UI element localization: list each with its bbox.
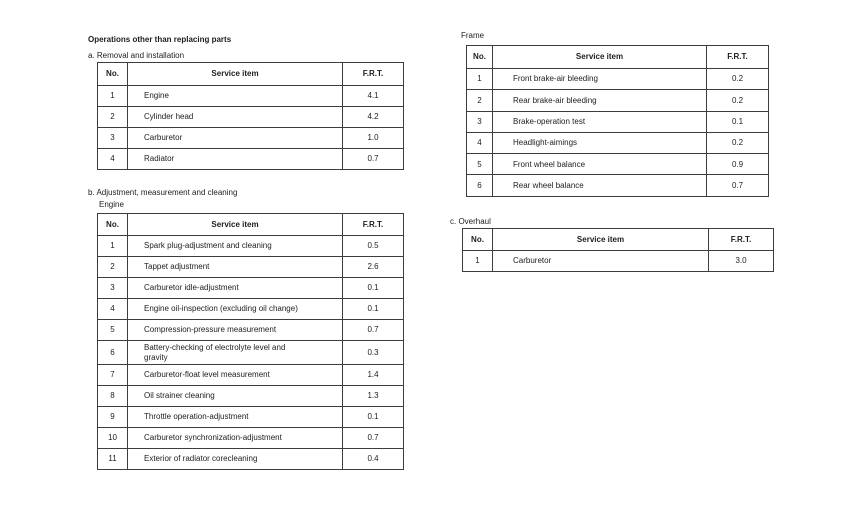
cell-item: Exterior of radiator corecleaning xyxy=(128,449,343,470)
table-row xyxy=(98,299,404,320)
cell-item: Rear wheel balance xyxy=(493,175,707,196)
table-row xyxy=(98,107,404,128)
cell-item: Front wheel balance xyxy=(493,154,707,175)
frame-label: Frame xyxy=(461,31,485,40)
cell-no: 1 xyxy=(463,251,493,272)
overhaul-table-body xyxy=(463,251,774,272)
cell-no: 11 xyxy=(98,449,128,470)
table-row xyxy=(467,175,769,196)
cell-frt: 1.3 xyxy=(343,386,404,407)
cell-no: 4 xyxy=(467,132,493,153)
col-header-frt: F.R.T. xyxy=(709,229,774,251)
cell-no: 7 xyxy=(98,365,128,386)
table-row xyxy=(467,111,769,132)
cell-item: Oil strainer cleaning xyxy=(128,386,343,407)
col-header-frt: F.R.T. xyxy=(343,214,404,236)
cell-item: Engine oil-inspection (excluding oil change) xyxy=(128,299,343,320)
cell-no: 3 xyxy=(98,128,128,149)
cell-frt: 0.1 xyxy=(343,407,404,428)
cell-frt: 0.7 xyxy=(707,175,769,196)
cell-frt: 0.7 xyxy=(343,149,404,170)
table-row xyxy=(467,132,769,153)
cell-no: 9 xyxy=(98,407,128,428)
table-row xyxy=(98,341,404,365)
cell-frt: 0.5 xyxy=(343,236,404,257)
cell-no: 1 xyxy=(98,236,128,257)
table-header-row xyxy=(98,63,404,86)
cell-frt: 0.9 xyxy=(707,154,769,175)
page-title: Operations other than replacing parts xyxy=(88,35,232,44)
col-header-item: Service item xyxy=(128,214,343,236)
cell-item: Carburetor xyxy=(493,251,709,272)
cell-item: Compression-pressure measurement xyxy=(128,320,343,341)
frame-table-body xyxy=(467,69,769,197)
table-row xyxy=(98,236,404,257)
overhaul-table xyxy=(462,228,774,272)
cell-item: Battery-checking of electrolyte level and gravity xyxy=(128,341,343,365)
section-a-label: a. Removal and installation xyxy=(88,51,185,60)
cell-frt: 0.1 xyxy=(343,299,404,320)
cell-frt: 1.0 xyxy=(343,128,404,149)
table-row xyxy=(98,278,404,299)
cell-item: Spark plug-adjustment and cleaning xyxy=(128,236,343,257)
table-header-row xyxy=(98,214,404,236)
section-b-sublabel: Engine xyxy=(99,200,124,209)
cell-item: Throttle operation-adjustment xyxy=(128,407,343,428)
cell-frt: 2.6 xyxy=(343,257,404,278)
cell-item: Radiator xyxy=(128,149,343,170)
cell-frt: 0.7 xyxy=(343,428,404,449)
section-c-label: c. Overhaul xyxy=(450,217,491,226)
table-row xyxy=(98,449,404,470)
cell-no: 2 xyxy=(467,90,493,111)
cell-frt: 3.0 xyxy=(709,251,774,272)
table-row xyxy=(98,320,404,341)
col-header-item: Service item xyxy=(493,229,709,251)
col-header-item: Service item xyxy=(493,46,707,69)
cell-no: 8 xyxy=(98,386,128,407)
cell-no: 5 xyxy=(98,320,128,341)
cell-frt: 1.4 xyxy=(343,365,404,386)
cell-no: 2 xyxy=(98,257,128,278)
col-header-no: No. xyxy=(463,229,493,251)
cell-frt: 0.2 xyxy=(707,132,769,153)
col-header-no: No. xyxy=(467,46,493,69)
table-header-row xyxy=(467,46,769,69)
table-row xyxy=(98,257,404,278)
cell-no: 4 xyxy=(98,149,128,170)
cell-item: Carburetor-float level measurement xyxy=(128,365,343,386)
frame-table xyxy=(466,45,769,197)
cell-no: 3 xyxy=(467,111,493,132)
cell-frt: 0.7 xyxy=(343,320,404,341)
cell-frt: 4.1 xyxy=(343,86,404,107)
cell-no: 10 xyxy=(98,428,128,449)
table-row xyxy=(98,128,404,149)
cell-item: Carburetor xyxy=(128,128,343,149)
cell-no: 2 xyxy=(98,107,128,128)
col-header-item: Service item xyxy=(128,63,343,86)
cell-item: Engine xyxy=(128,86,343,107)
table-row xyxy=(98,428,404,449)
cell-item: Cylinder head xyxy=(128,107,343,128)
table-row xyxy=(463,251,774,272)
cell-item: Rear brake-air bleeding xyxy=(493,90,707,111)
table-header-row xyxy=(463,229,774,251)
cell-no: 1 xyxy=(98,86,128,107)
cell-frt: 0.1 xyxy=(707,111,769,132)
removal-table-body xyxy=(98,86,404,170)
table-row xyxy=(98,407,404,428)
table-row xyxy=(467,154,769,175)
cell-frt: 0.2 xyxy=(707,69,769,90)
col-header-no: No. xyxy=(98,214,128,236)
col-header-no: No. xyxy=(98,63,128,86)
cell-frt: 0.4 xyxy=(343,449,404,470)
cell-item: Carburetor idle-adjustment xyxy=(128,278,343,299)
cell-item: Tappet adjustment xyxy=(128,257,343,278)
cell-no: 1 xyxy=(467,69,493,90)
col-header-frt: F.R.T. xyxy=(343,63,404,86)
removal-installation-table xyxy=(97,62,404,170)
cell-item: Carburetor synchronization-adjustment xyxy=(128,428,343,449)
table-row xyxy=(98,86,404,107)
cell-no: 6 xyxy=(98,341,128,365)
col-header-frt: F.R.T. xyxy=(707,46,769,69)
table-row xyxy=(98,386,404,407)
section-b-label: b. Adjustment, measurement and cleaning xyxy=(88,188,238,197)
cell-no: 5 xyxy=(467,154,493,175)
table-row xyxy=(98,365,404,386)
cell-frt: 0.3 xyxy=(343,341,404,365)
cell-frt: 0.2 xyxy=(707,90,769,111)
cell-frt: 0.1 xyxy=(343,278,404,299)
cell-item: Brake-operation test xyxy=(493,111,707,132)
cell-item: Headlight-aimings xyxy=(493,132,707,153)
cell-item: Front brake-air bleeding xyxy=(493,69,707,90)
cell-no: 4 xyxy=(98,299,128,320)
cell-no: 3 xyxy=(98,278,128,299)
adjustment-measurement-cleaning-table xyxy=(97,213,404,470)
cell-no: 6 xyxy=(467,175,493,196)
table-row xyxy=(98,149,404,170)
cell-frt: 4.2 xyxy=(343,107,404,128)
table-row xyxy=(467,90,769,111)
table-row xyxy=(467,69,769,90)
adjustment-table-body xyxy=(98,236,404,470)
